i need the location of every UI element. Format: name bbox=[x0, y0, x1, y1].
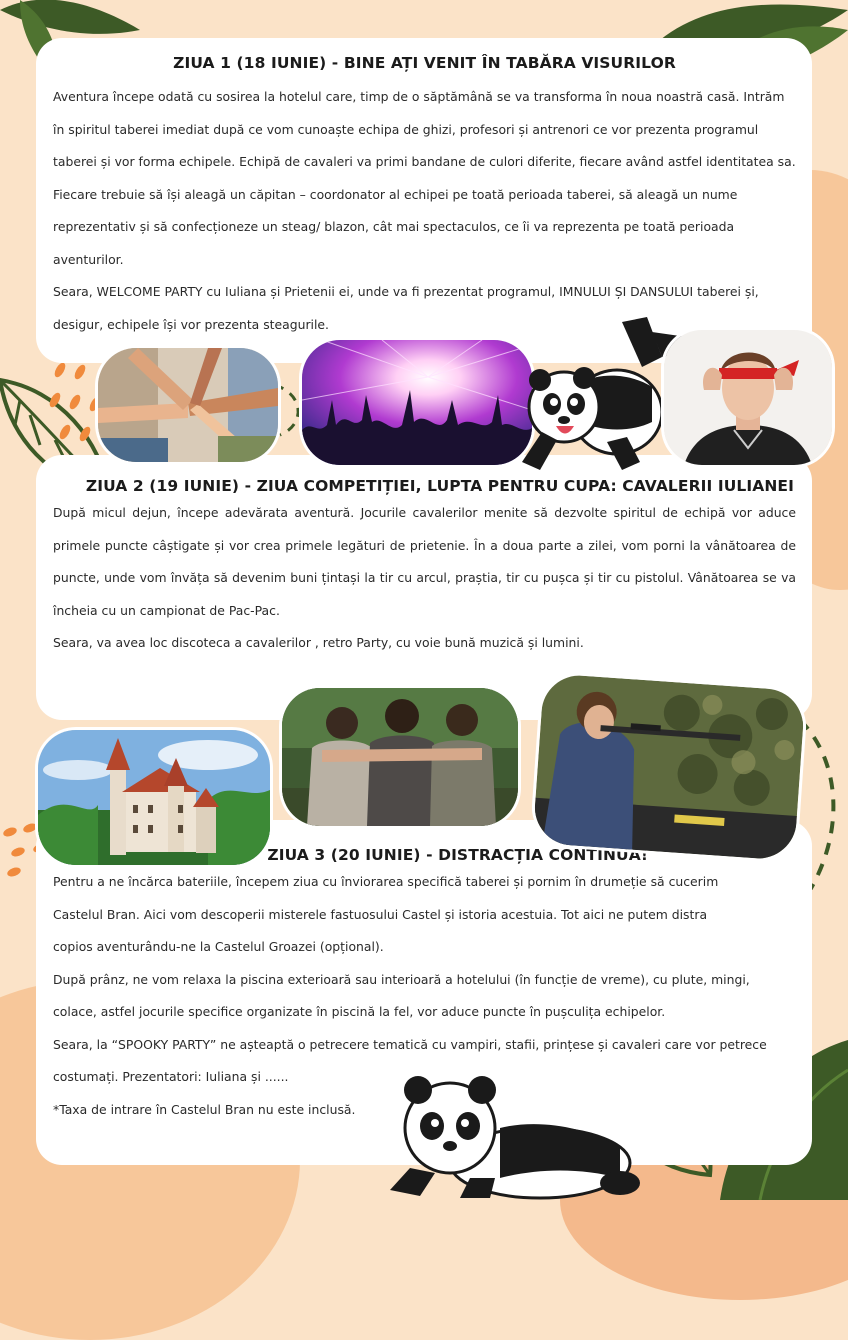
team-hands-photo bbox=[98, 348, 278, 462]
day3-paragraph: După prânz, ne vom relaxa la piscina exterioară sau interioară a hotelului (în funcție de vreme), cu plute, mingi, colace, astfel jocurile specifice organizate în piscină la fel, vor aduce puncte în pușculița echipelor. bbox=[53, 971, 750, 1019]
shooting-range-photo bbox=[532, 673, 805, 861]
day2-paragraph: După micul dejun, începe adevărata aventură. Jocurile cavalerilor menite să dezvolte spiritul de echipă vor aduce primele puncte câștigate și vor crea primele legături de prietenie. În a doua parte a zilei, vom porni la vânătoarea de puncte, unde vom învăța să devenim buni țintași la tir cu arcul, praștia, tir cu pușca și tir cu pistolul. Vânătoarea se va încheia cu un campionat de Pac-Pac. bbox=[53, 505, 796, 618]
friends-hug-photo bbox=[282, 688, 518, 826]
day3-title: ZIUA 3 (20 IUNIE) - DISTRACȚIA CONTINUĂ! bbox=[267, 846, 648, 864]
day1-title: ZIUA 1 (18 IUNIE) - BINE AȚI VENIT ÎN TABĂRA VISURILOR bbox=[173, 54, 676, 72]
day2-paragraph: Seara, va avea loc discoteca a cavalerilor , retro Party, cu voie bună muzică și lumini. bbox=[53, 635, 584, 650]
day2-title: ZIUA 2 (19 IUNIE) - ZIUA COMPETIȚIEI, LUPTA PENTRU CUPA: CAVALERII IULIANEI bbox=[85, 477, 794, 495]
boy-bandana-photo bbox=[664, 330, 832, 465]
day3-paragraph: Seara, la “SPOOKY PARTY” ne așteaptă o petrecere tematică cu vampiri, stafii, prințese și cavaleri care vor petrece costumați. Prezentatori: Iuliana și ...... bbox=[53, 1036, 767, 1084]
day3-paragraph: *Taxa de intrare în Castelul Bran nu este inclusă. bbox=[53, 1101, 356, 1117]
bran-castle-photo bbox=[38, 730, 270, 865]
day2-card bbox=[36, 455, 812, 720]
day1-paragraph: Aventura începe odată cu sosirea la hotelul care, timp de o săptămână se va transforma în noua noastră casă. Intrăm în spiritul taberei imediat după ce vom cunoaște echipa de ghizi, profesori și antrenori ce vor prezenta programul taberei și vor forma echipele. Echipă de cavaleri va primi bandane de culori diferite, fiecare având astfel identitatea sa. Fiecare trebuie să își aleagă un căpitan – coordonator al echipei pe toată perioada taberei, să aleagă un nume reprezentativ și să confecționeze un steag/ blazon, cât mai spectaculos, ce îi va reprezenta pe toată perioada aventurilor. bbox=[53, 89, 796, 267]
day1-paragraph: Seara, WELCOME PARTY cu Iuliana și Prietenii ei, unde va fi prezentat programul, IMNULUI ȘI DANSULUI taberei și, desigur, echipele își vor prezenta steagurile. bbox=[53, 284, 759, 332]
day3-paragraph: Pentru a ne încărca bateriile, începem ziua cu înviorarea specifică taberei și pornim în drumeție să cucerim Castelul Bran. Aici vom descoperii misterele fastuosului Castel și istoria acestuia. Tot aici ne putem distra copios aventurându-ne la Castelul Groazei (opțional). bbox=[53, 874, 719, 954]
panda-lying-illustration bbox=[390, 1068, 640, 1200]
party-crowd-photo bbox=[302, 340, 532, 465]
